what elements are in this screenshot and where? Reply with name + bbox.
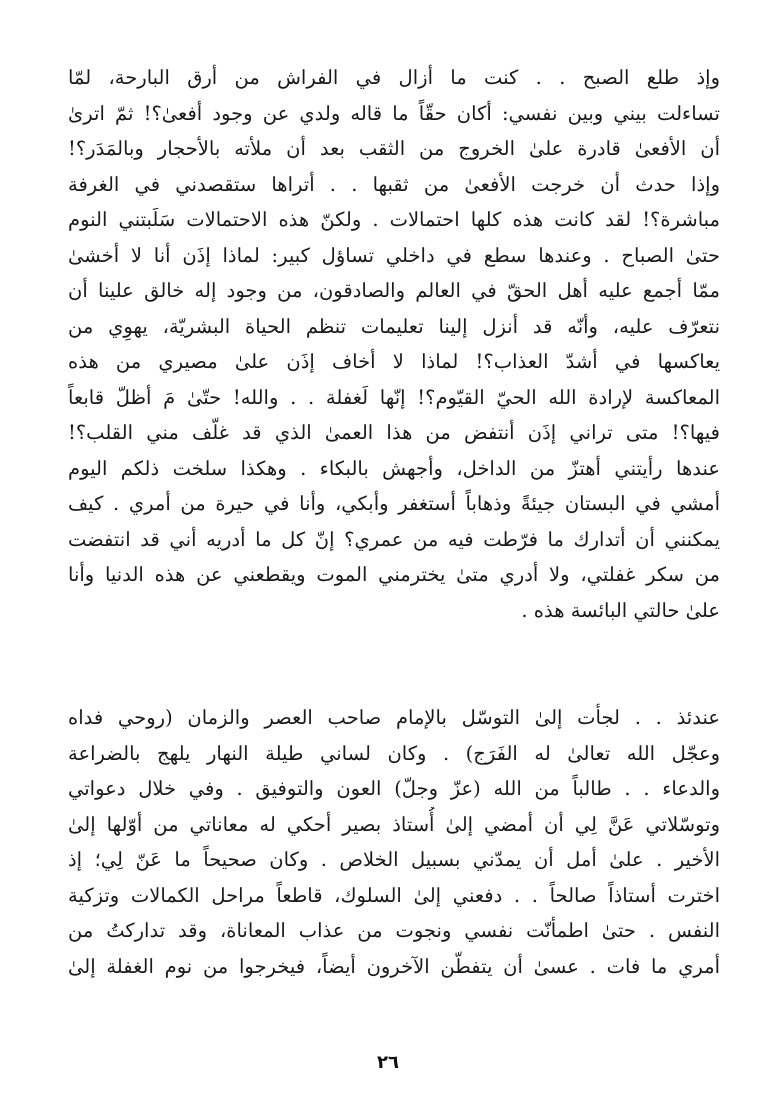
paragraph-line: أن الأفعىٰ قادرة علىٰ الخروج من الثقب بعد أن ملأته بالأحجار وبالمَدَر؟! <box>68 137 720 160</box>
paragraph-line: والدعاء . . طالباً من الله (عزّ وجلّ) العون والتوفيق . وفي خلال دعواتي <box>68 777 720 800</box>
paragraph-line: المعاكسة لإرادة الله الحيّ القيّوم؟! إنّها لَغفلة . . والله! حتّىٰ مَ أظلّ قابعاً <box>68 385 720 409</box>
paragraph-line: عندها رأيتني أهتزّ من الداخل، وأجهش بالبكاء . وهكذا سلخت ذلكم اليوم <box>68 456 720 480</box>
paragraph-line: وعجّل الله تعالىٰ له الفَرَج) . وكان لساني طيلة النهار يلهج بالضراعة <box>68 741 720 765</box>
page-number: ٢٦ <box>377 1052 399 1073</box>
paragraph-line: عندئذ . . لجأت إلىٰ التوسّل بالإمام صاحب العصر والزمان (روحي فداه <box>68 706 720 729</box>
paragraph-line: اخترت أستاذاً صالحاً . . دفعني إلىٰ السلوك، قاطعاً مراحل الكمالات وتزكية <box>68 883 720 907</box>
paragraph-line: تساءلت بيني وبين نفسي: أكان حقّاً ما قاله ولدي عن وجود أفعىٰ؟! ثمّ اترىٰ <box>68 101 720 125</box>
paragraph-line: النفس . حتىٰ اطمأنّت نفسي ونجوت من عذاب المعاناة، وقد تداركتُ من <box>68 919 720 942</box>
paragraph-line: حتىٰ الصباح . وعندها سطع في داخلي تساؤل كبير: لماذا إذَن أنا لا أخشىٰ <box>68 243 720 267</box>
paragraph-line: يمكنني أن أتدارك ما فرّطت فيه من عمري؟ إنّ كل ما أدريه أني قد انتفضت <box>68 527 720 551</box>
paragraph-line: الأخير . علىٰ أمل أن يمدّني بسبيل الخلاص . وكان صحيحاً ما عَنّ لِي؛ إذ <box>68 848 720 871</box>
paragraph-line: من سكر غفلتي، ولا أدري متىٰ يخترمني الموت ويقطعني عن هذه الدنيا وأنا <box>68 563 720 586</box>
paragraph-line: نتعرّف عليه، وأنّه قد أنزل إلينا تعليمات تنظم الحياة البشريّة، يهوِي من <box>68 314 720 338</box>
paragraph-line: وتوسّلاتي عَنَّ لِي أن أمضي إلىٰ أُستاذ بصير أحكي له معاناتي من أوّلها إلىٰ <box>68 812 720 836</box>
paragraph-1 <box>68 60 720 628</box>
paragraph-line: وإذا حدث أن خرجت الأفعىٰ من ثقبها . . أتراها ستقصدني في الغرفة <box>68 172 720 196</box>
paragraph-line: علىٰ حالتي البائسة هذه . <box>521 598 720 622</box>
paragraph-line: ممّا أجمع عليه أهل الحقّ في العالم والصادقون، من وجود إله خالق علينا أن <box>68 279 720 302</box>
paragraph-2 <box>68 700 720 984</box>
paragraph-line: يعاكسها في أشدّ العذاب؟! لماذا لا أخاف إذَن علىٰ مصيري من هذه <box>68 350 720 373</box>
paragraph-line: فيها؟! متى تراني إذَن أنتفض من هذا العمىٰ الذي قد غلّف مني القلب؟! <box>68 421 720 444</box>
paragraph-line: أمري ما فات . عسىٰ أن يتفطّن الآخرون أيضاً، فيخرجوا من نوم الغفلة إلىٰ <box>68 954 720 978</box>
paragraph-line: أمشي في البستان جيئةً وذهاباً أستغفر وأبكي، وأنا في حيرة من أمري . كيف <box>68 492 720 515</box>
paragraph-line: وإذ طلع الصبح . . كنت ما أزال في الفراش من أرق البارحة، لمّا <box>68 66 720 89</box>
paragraph-line: مباشرة؟! لقد كانت هذه كلها احتمالات . ولكنّ هذه الاحتمالات سَلَبتني النوم <box>68 208 720 231</box>
